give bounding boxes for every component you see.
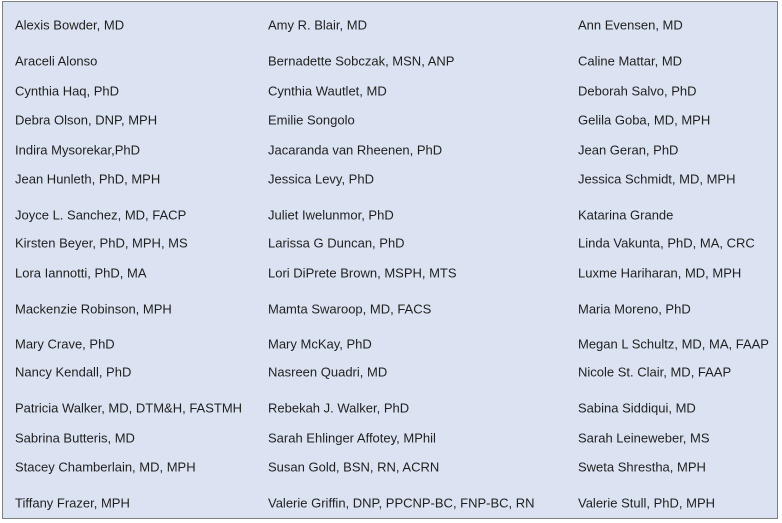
name-entry-right-column: Gelila Goba, MD, MPH	[578, 112, 711, 128]
name-entry-middle-column: Susan Gold, BSN, RN, ACRN	[268, 459, 440, 475]
name-entry-right-column: Luxme Hariharan, MD, MPH	[578, 265, 742, 281]
name-entry-middle-column: Emilie Songolo	[268, 112, 355, 128]
name-entry-middle-column: Cynthia Wautlet, MD	[268, 83, 387, 99]
name-entry-middle-column: Mamta Swaroop, MD, FACS	[268, 301, 432, 317]
name-entry-right-column: Jean Geran, PhD	[578, 142, 679, 158]
name-entry-right-column: Valerie Stull, PhD, MPH	[578, 495, 716, 511]
name-entry-left-column: Mary Crave, PhD	[15, 336, 115, 352]
name-entry-left-column: Sabrina Butteris, MD	[15, 430, 135, 446]
name-entry-middle-column: Sarah Ehlinger Affotey, MPhil	[268, 430, 436, 446]
name-entry-left-column: Jean Hunleth, PhD, MPH	[15, 171, 161, 187]
name-entry-left-column: Cynthia Haq, PhD	[15, 83, 120, 99]
name-entry-middle-column: Amy R. Blair, MD	[268, 17, 367, 33]
name-entry-middle-column: Jacaranda van Rheenen, PhD	[268, 142, 443, 158]
name-entry-left-column: Lora Iannotti, PhD, MA	[15, 265, 147, 281]
name-entry-right-column: Megan L Schultz, MD, MA, FAAP	[578, 336, 769, 352]
name-entry-right-column: Sabina Siddiqui, MD	[578, 400, 696, 416]
name-entry-right-column: Linda Vakunta, PhD, MA, CRC	[578, 235, 755, 251]
name-entry-right-column: Jessica Schmidt, MD, MPH	[578, 171, 736, 187]
name-list-panel	[2, 1, 778, 519]
name-entry-left-column: Stacey Chamberlain, MD, MPH	[15, 459, 196, 475]
name-entry-middle-column: Lori DiPrete Brown, MSPH, MTS	[268, 265, 457, 281]
name-entry-left-column: Mackenzie Robinson, MPH	[15, 301, 172, 317]
name-entry-left-column: Kirsten Beyer, PhD, MPH, MS	[15, 235, 188, 251]
name-entry-left-column: Nancy Kendall, PhD	[15, 364, 132, 380]
name-entry-left-column: Alexis Bowder, MD	[15, 17, 125, 33]
name-entry-right-column: Katarina Grande	[578, 207, 674, 223]
name-entry-right-column: Maria Moreno, PhD	[578, 301, 691, 317]
name-entry-middle-column: Mary McKay, PhD	[268, 336, 372, 352]
name-entry-right-column: Caline Mattar, MD	[578, 53, 683, 69]
name-entry-middle-column: Valerie Griffin, DNP, PPCNP-BC, FNP-BC, RN	[268, 495, 535, 511]
name-entry-right-column: Sarah Leineweber, MS	[578, 430, 710, 446]
name-entry-left-column: Araceli Alonso	[15, 53, 98, 69]
name-entry-right-column: Nicole St. Clair, MD, FAAP	[578, 364, 732, 380]
name-entry-left-column: Debra Olson, DNP, MPH	[15, 112, 158, 128]
name-entry-middle-column: Rebekah J. Walker, PhD	[268, 400, 410, 416]
name-entry-right-column: Sweta Shrestha, MPH	[578, 459, 706, 475]
name-entry-left-column: Joyce L. Sanchez, MD, FACP	[15, 207, 187, 223]
name-entry-left-column: Patricia Walker, MD, DTM&H, FASTMH	[15, 400, 243, 416]
name-entry-right-column: Ann Evensen, MD	[578, 17, 683, 33]
name-entry-left-column: Indira Mysorekar,PhD	[15, 142, 140, 158]
name-entry-right-column: Deborah Salvo, PhD	[578, 83, 697, 99]
name-entry-middle-column: Bernadette Sobczak, MSN, ANP	[268, 53, 455, 69]
name-entry-middle-column: Nasreen Quadri, MD	[268, 364, 388, 380]
name-entry-left-column: Tiffany Frazer, MPH	[15, 495, 130, 511]
name-entry-middle-column: Juliet Iwelunmor, PhD	[268, 207, 394, 223]
name-entry-middle-column: Jessica Levy, PhD	[268, 171, 374, 187]
name-entry-middle-column: Larissa G Duncan, PhD	[268, 235, 405, 251]
